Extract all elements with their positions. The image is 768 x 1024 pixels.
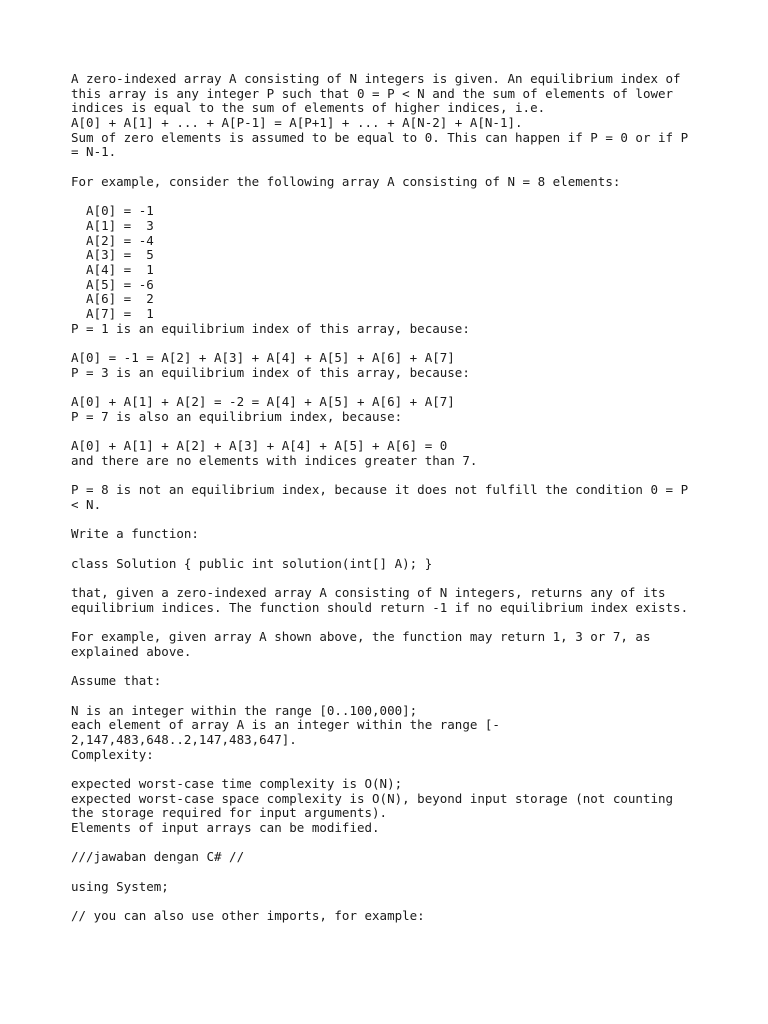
text-line: that, given a zero-indexed array A consisting of N integers, returns any of its [71,585,666,601]
text-line: class Solution { public int solution(int[] A); } [71,555,433,571]
text-line: A[7] = 1 [71,306,154,321]
blank-line [71,425,699,440]
text-line: Complexity: [71,746,154,762]
text-line: Write a function: [71,526,199,542]
text-line: // you can also use other imports, for example: [71,908,425,924]
text-line: A[2] = -4 [71,232,154,248]
text-line: expected worst-case space complexity is O(N), beyond input storage (not counting [71,790,674,806]
text-line: A[0] = -1 [71,203,154,219]
text-line: A[0] + A[1] + A[2] = -2 = A[4] + A[5] + A[6] + A[7] [71,394,455,410]
blank-line [71,895,699,910]
text-line: A[3] = 5 [71,247,154,263]
text-line: = N-1. [71,144,117,160]
blank-line [71,865,699,880]
text-line: Assume that: [71,673,162,689]
text-line: explained above. [71,643,192,659]
text-line: equilibrium indices. The function should return -1 if no equilibrium index exists. [71,599,689,615]
text-line: < N. [71,496,102,512]
text-line: A[0] = -1 = A[2] + A[3] + A[4] + A[5] + A[6] + A[7] [71,350,455,366]
blank-line [71,190,699,205]
text-line: this array is any integer P such that 0 = P < N and the sum of elements of lower [71,85,674,101]
text-line: For example, given array A shown above, the function may return 1, 3 or 7, as [71,629,651,645]
text-line: and there are no elements with indices greater than 7. [71,452,478,468]
text-line: P = 7 is also an equilibrium index, because: [71,408,403,424]
blank-line [71,160,699,175]
blank-line [71,660,699,675]
text-line: indices is equal to the sum of elements of higher indices, i.e. [71,100,546,116]
text-line: P = 3 is an equilibrium index of this array, because: [71,364,470,380]
text-line: A[5] = -6 [71,276,154,292]
blank-line [71,513,699,528]
text-line: the storage required for input arguments). [71,805,388,821]
text-line: A[6] = 2 [71,291,154,307]
text-line: P = 8 is not an equilibrium index, because it does not fulfill the condition 0 = P [71,482,689,498]
blank-line [71,380,699,395]
text-line: A zero-indexed array A consisting of N integers is given. An equilibrium index of [71,71,681,86]
text-line: each element of array A is an integer within the range [- [71,717,500,733]
text-line: A[4] = 1 [71,261,154,277]
blank-line [71,615,699,630]
blank-line [71,762,699,777]
document-page [71,72,699,924]
text-line: P = 1 is an equilibrium index of this array, because: [71,320,470,336]
blank-line [71,836,699,851]
text-line: For example, consider the following array A consisting of N = 8 elements: [71,173,621,189]
blank-line [71,542,699,557]
text-line: A[0] + A[1] + ... + A[P-1] = A[P+1] + ... + A[N-2] + A[N-1]. [71,115,523,131]
text-line: A[0] + A[1] + A[2] + A[3] + A[4] + A[5] + A[6] = 0 [71,438,448,454]
blank-line [71,689,699,704]
text-line: 2,147,483,648..2,147,483,647]. [71,731,297,747]
text-line: ///jawaban dengan C# // [71,849,245,865]
text-line: Sum of zero elements is assumed to be equal to 0. This can happen if P = 0 or if P [71,129,689,145]
text-line: Elements of input arrays can be modified. [71,820,380,836]
blank-line [71,336,699,351]
text-line: using System; [71,878,169,894]
blank-line [71,469,699,484]
text-line: expected worst-case time complexity is O(N); [71,776,403,791]
blank-line [71,571,699,586]
text-line: N is an integer within the range [0..100,000]; [71,702,418,718]
text-line: A[1] = 3 [71,217,154,233]
